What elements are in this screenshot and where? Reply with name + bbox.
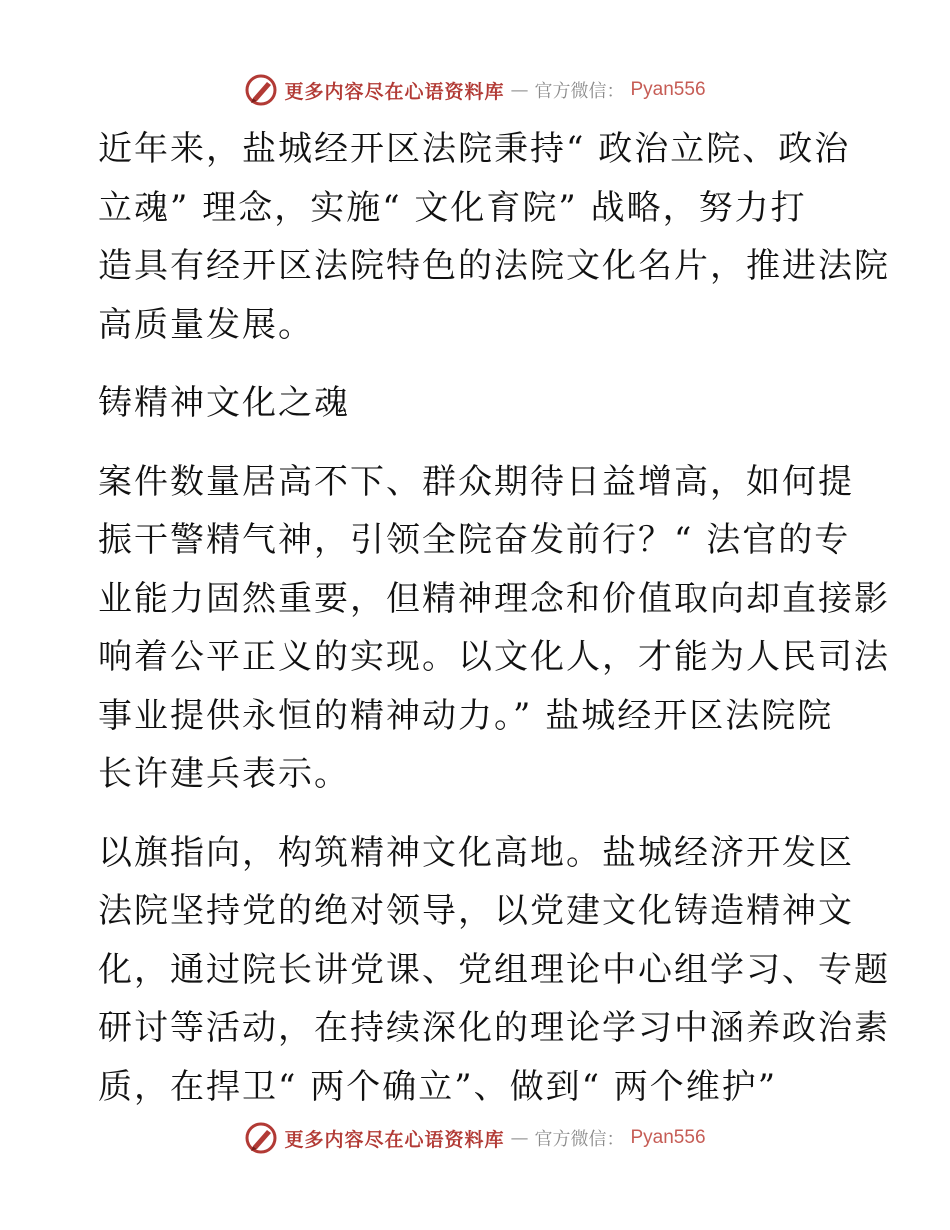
banner-text: 更多内容尽在心语资料库 [284, 80, 505, 103]
header-banner [0, 72, 950, 108]
document-body [98, 120, 890, 1136]
text-line: 案件数量居高不下、群众期待日益增高，如何提 [98, 461, 854, 502]
text-line: 法院坚持党的绝对领导，以党建文化铸造精神文 [98, 891, 854, 931]
banner-wechat-id: Pyan556 [630, 1127, 706, 1148]
text-line: 长许建兵表示。 [98, 754, 350, 794]
text-line: 以旗指向，构筑精神文化高地。盐城经济开发区 [98, 832, 854, 873]
text-line: 造具有经开区法院特色的法院文化名片，推进法院 [98, 246, 890, 286]
banner-label: 官方微信： [534, 81, 625, 102]
text-line: 立魂” 理念，实施“ 文化育院” 战略，努力打 [98, 187, 807, 228]
section-heading [98, 374, 858, 433]
text-line: 响着公平正义的实现。以文化人，才能为人民司法 [98, 637, 890, 677]
banner-separator: — [510, 79, 529, 101]
banner-separator: — [510, 1127, 529, 1149]
banner-text: 更多内容尽在心语资料库 [284, 1128, 505, 1151]
text-line: 事业提供永恒的精神动力。” 盐城经开区法院院 [98, 695, 834, 736]
pen-logo-icon [244, 1121, 278, 1155]
paragraph-flag [98, 824, 890, 1117]
text-line: 振干警精气神，引领全院奋发前行？“ 法官的专 [98, 520, 851, 560]
text-line: 高质量发展。 [98, 304, 314, 345]
banner-label: 官方微信： [534, 1129, 625, 1150]
text-line: 研讨等活动，在持续深化的理论学习中涵养政治素 [98, 1008, 890, 1048]
paragraph-intro [98, 120, 890, 354]
text-line: 铸精神文化之魂 [98, 383, 350, 423]
banner-wechat-id: Pyan556 [630, 79, 706, 100]
text-line: 质，在捍卫“ 两个确立”、做到“ 两个维护” [98, 1066, 778, 1107]
text-line: 业能力固然重要，但精神理念和价值取向却直接影 [98, 578, 890, 619]
paragraph-quote [98, 453, 890, 804]
footer-banner [0, 1120, 950, 1156]
pen-logo-icon [244, 73, 278, 107]
text-line: 近年来，盐城经开区法院秉持“ 政治立院、政治 [98, 129, 851, 169]
text-line: 化，通过院长讲党课、党组理论中心组学习、专题 [98, 949, 890, 990]
